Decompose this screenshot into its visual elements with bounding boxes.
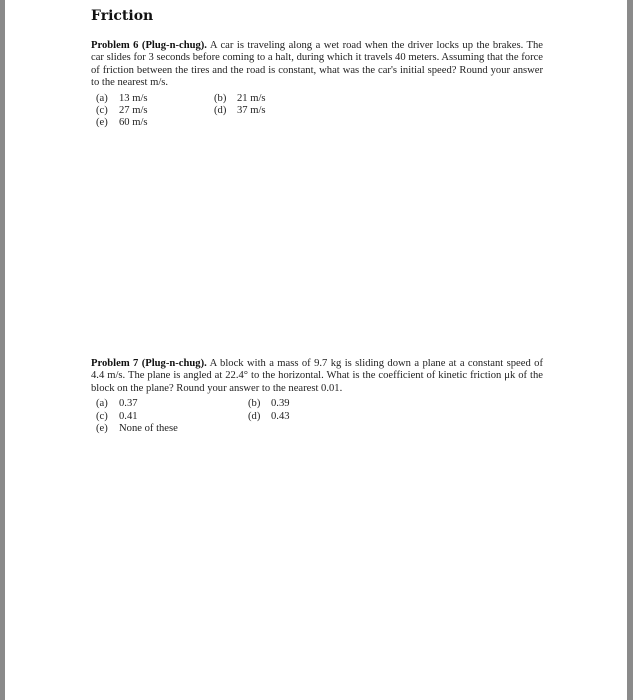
problem-7-text: A block with a mass of 9.7 kg is sliding down a plane at a constant speed of 4.4 m/s. The plane is angled at 22.4° to the horizontal. What is the coefficient of kinetic friction μk of the block on the plane? Round your answer to the nearest 0.01.	[91, 358, 543, 394]
problem-6-heading: Problem 6 (Plug-n-chug).	[91, 40, 207, 51]
choice-item: (b) 0.39	[248, 398, 290, 410]
problem-6	[91, 40, 543, 130]
problem-7-statement	[91, 358, 543, 395]
problem-6-choices	[91, 93, 543, 130]
problem-7-heading: Problem 7 (Plug-n-chug).	[91, 358, 207, 369]
problem-7	[91, 358, 543, 435]
choice-item: (b) 21 m/s	[214, 92, 266, 104]
problem-7-choices	[91, 398, 543, 435]
choice-item: (c) 0.41	[96, 410, 138, 422]
choice-item: (a) 0.37	[96, 398, 138, 410]
problem-6-statement	[91, 40, 543, 90]
choice-item: (e) 60 m/s	[96, 117, 148, 129]
choice-item: (a) 13 m/s	[96, 92, 148, 104]
problem-6-text: A car is traveling along a wet road when the driver locks up the brakes. The car slides for 3 seconds before coming to a halt, during which it travels 40 meters. Assuming that the force of friction between the tires and the road is constant, what was the car's initial speed? Round your answer to the nearest m/s.	[91, 40, 543, 89]
document-page	[5, 0, 627, 700]
document-title: Friction	[91, 8, 154, 24]
choice-item: (d) 37 m/s	[214, 105, 266, 117]
choice-item: (e) None of these	[96, 423, 178, 435]
choice-item: (d) 0.43	[248, 410, 290, 422]
choice-item: (c) 27 m/s	[96, 105, 148, 117]
